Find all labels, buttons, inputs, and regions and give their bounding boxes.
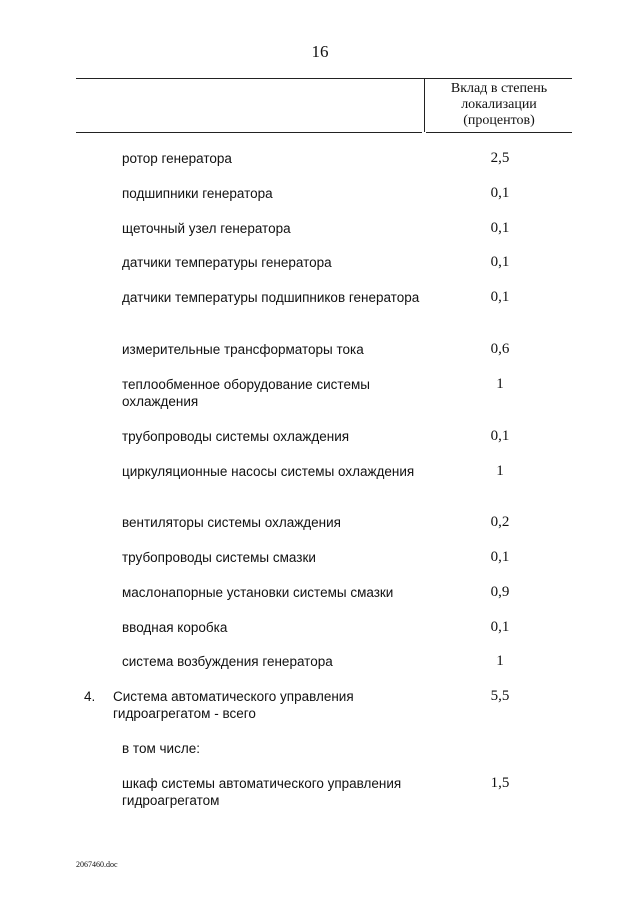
row-text: в том числе:: [122, 741, 200, 756]
row-text: циркуляционные насосы системы охлаждения: [122, 464, 415, 479]
row-text: подшипники генератора: [122, 186, 273, 201]
row-value: 0,9: [490, 584, 510, 600]
row-value: 1: [496, 463, 504, 479]
table-top-rule: [76, 78, 572, 79]
row-value: 0,1: [490, 254, 510, 270]
row-value: 0,1: [490, 289, 510, 305]
header-column-separator: [424, 78, 425, 132]
row-value: 1,5: [490, 775, 510, 791]
table-header-rule-left: [76, 132, 422, 133]
row-text: теплообменное оборудование системы охлаждения: [122, 377, 370, 409]
row-text: вентиляторы системы охлаждения: [122, 515, 341, 530]
row-value: 0,2: [490, 514, 510, 530]
column-header-line: (процентов): [463, 113, 535, 128]
row-text: трубопроводы системы охлаждения: [122, 429, 350, 444]
row-value: 0,6: [490, 341, 510, 357]
row-value: 1: [496, 653, 504, 669]
row-text: ротор генератора: [122, 151, 232, 166]
row-text: система возбуждения генератора: [122, 654, 333, 669]
row-value: 5,5: [490, 688, 510, 704]
row-text: вводная коробка: [122, 620, 228, 635]
page-number: 16: [311, 42, 329, 61]
row-number: 4.: [84, 689, 96, 704]
row-text: маслонапорные установки системы смазки: [122, 585, 394, 600]
row-value: 2,5: [490, 150, 510, 166]
column-header-contribution: [428, 81, 570, 129]
row-value: 0,1: [490, 428, 510, 444]
row-value: 0,1: [490, 185, 510, 201]
row-text: щеточный узел генератора: [122, 221, 291, 236]
footer-filename: 2067460.doc: [76, 860, 118, 869]
row-text: трубопроводы системы смазки: [122, 550, 316, 565]
row-text: шкаф системы автоматического управления гидроагрегатом: [122, 776, 402, 808]
row-text: Система автоматического управления гидроагрегатом - всего: [113, 689, 354, 721]
row-value: 0,1: [490, 619, 510, 635]
row-value: 0,1: [490, 549, 510, 565]
column-header-line: локализации: [461, 97, 537, 112]
row-value: 0,1: [490, 220, 510, 236]
row-text: датчики температуры генератора: [122, 255, 332, 270]
table-header-rule-right: [426, 132, 572, 133]
row-text: датчики температуры подшипников генератора: [122, 290, 420, 305]
column-header-line: Вклад в степень: [450, 81, 548, 96]
row-value: 1: [496, 376, 504, 392]
row-text: измерительные трансформаторы тока: [122, 342, 364, 357]
